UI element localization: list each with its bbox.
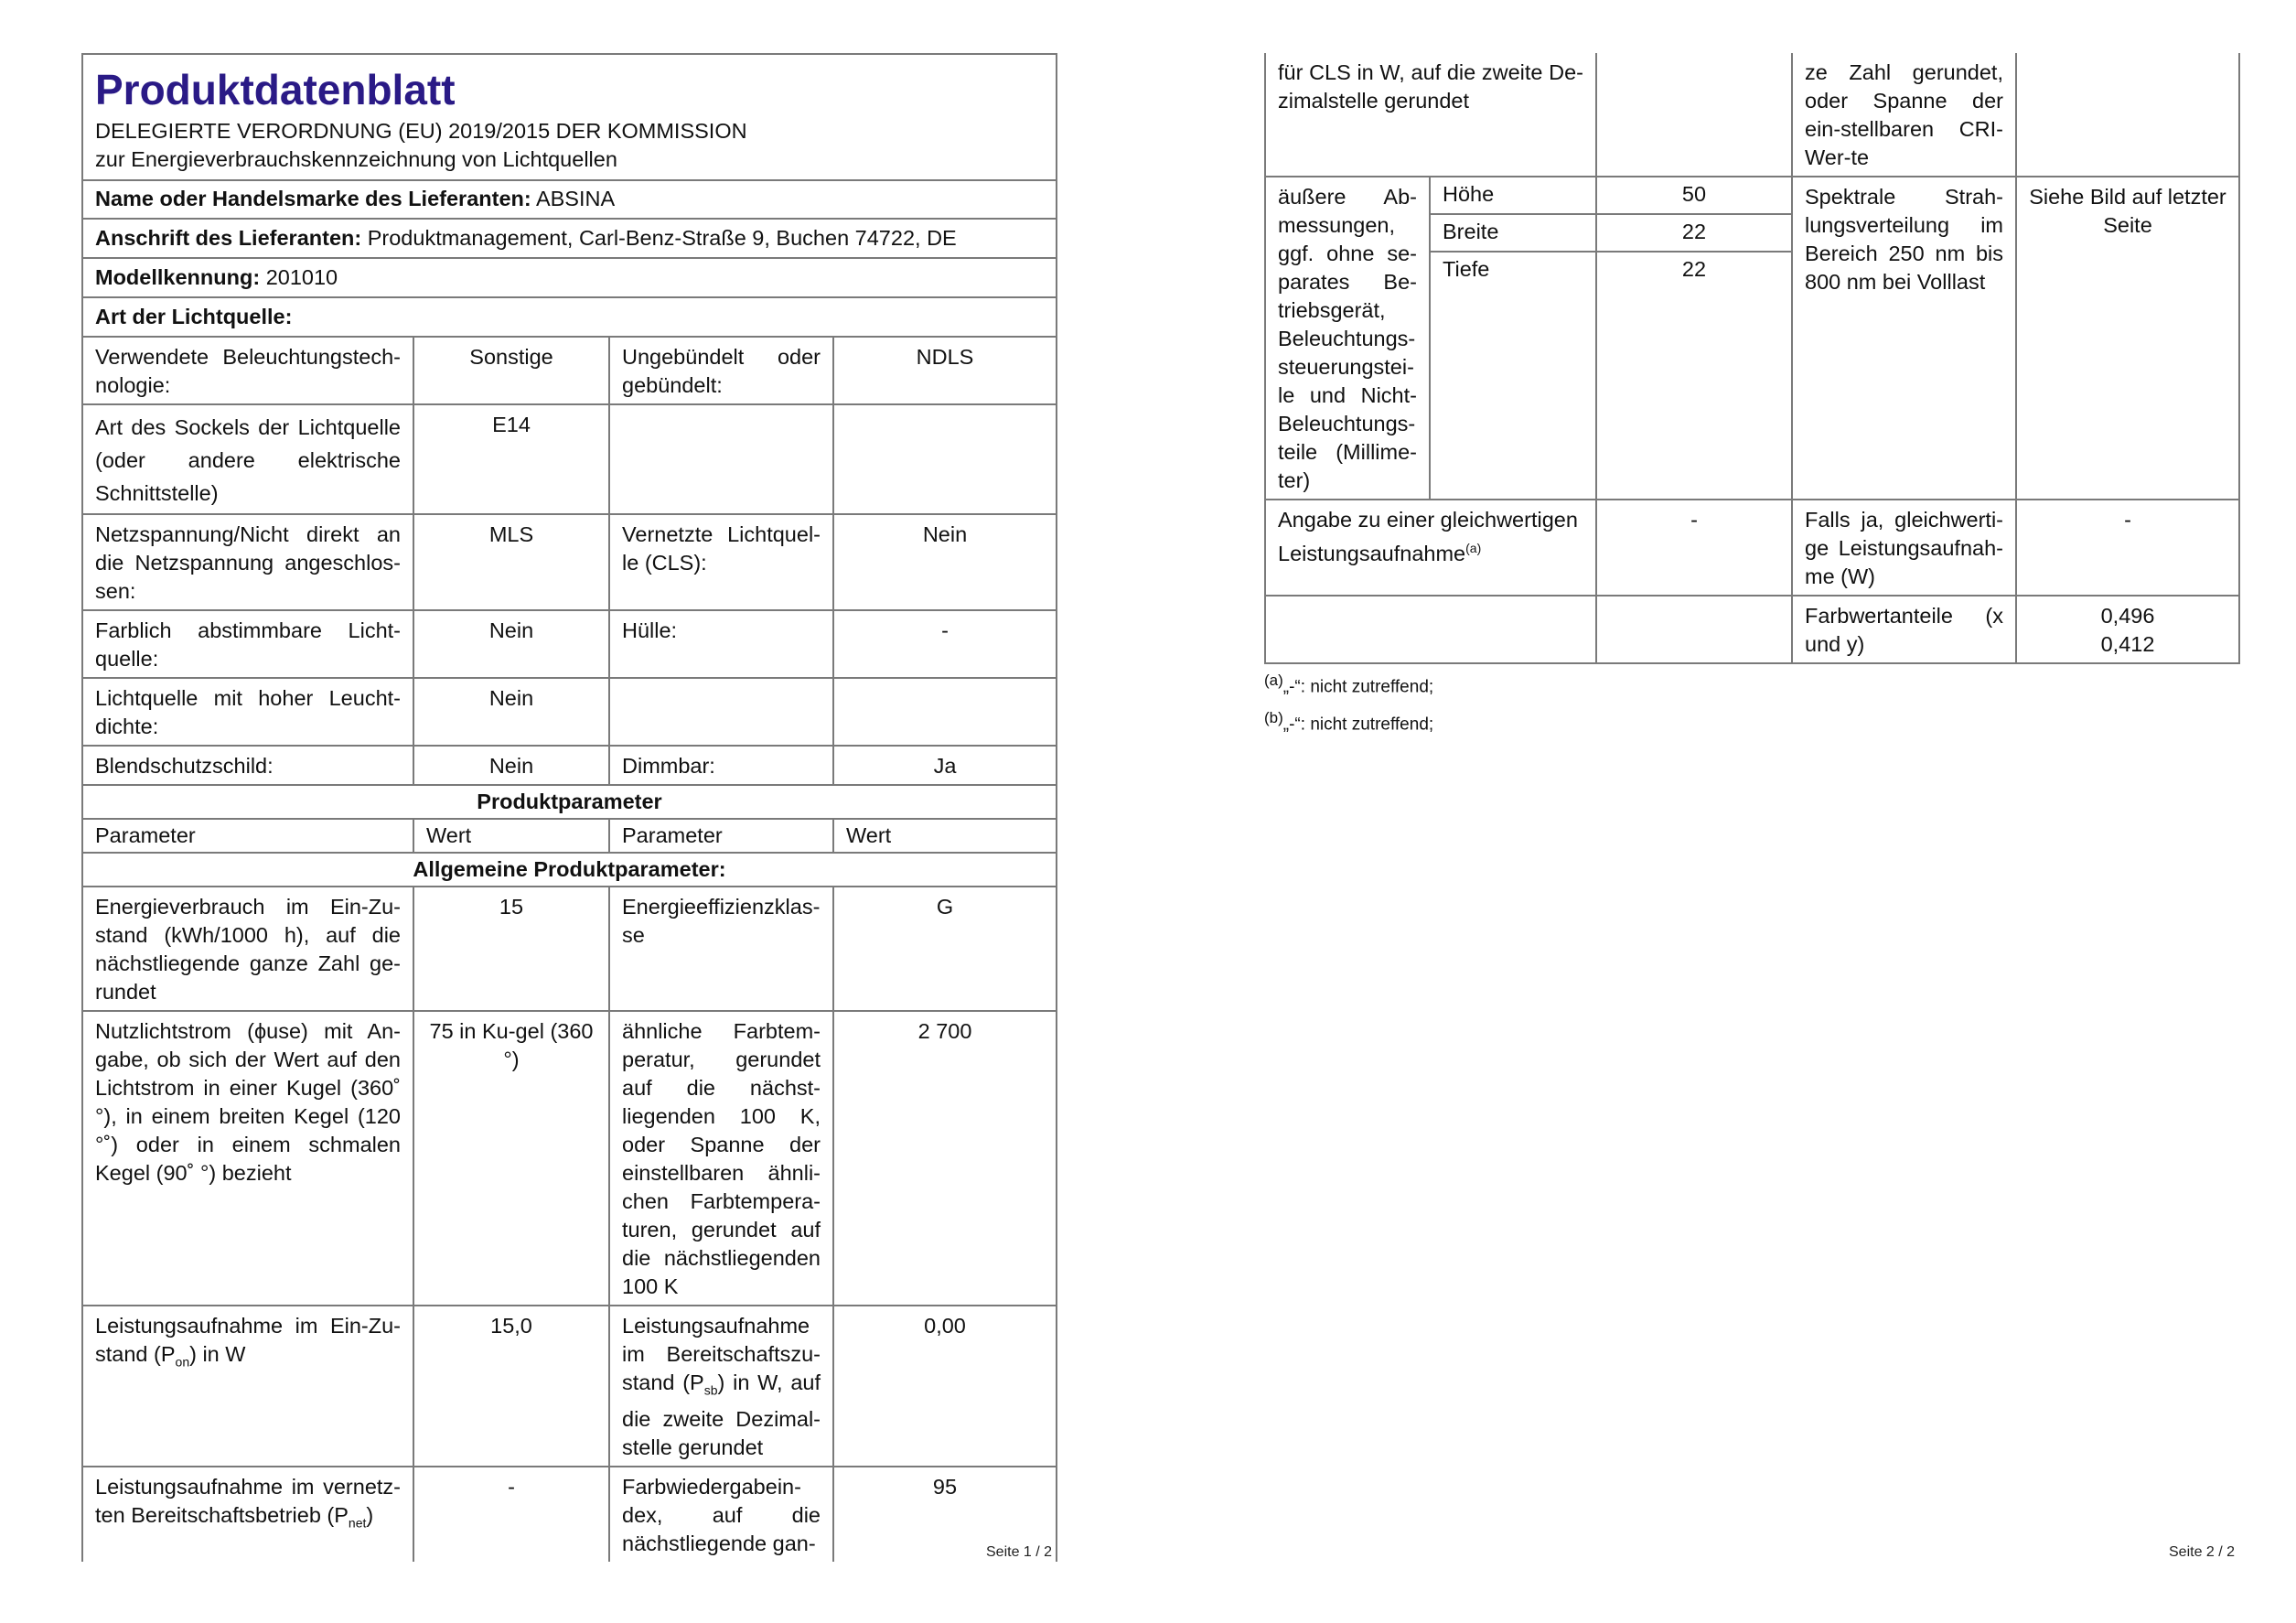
dimension-value: 50: [1596, 177, 1792, 214]
value-cell: NDLS: [833, 337, 1057, 404]
dimension-name: Höhe: [1430, 177, 1596, 214]
param-cell: Vernetzte Lichtquel-le (CLS):: [609, 514, 833, 610]
column-header-row: [82, 819, 1057, 853]
param-cell: für CLS in W, auf die zweite De-zimalstelle gerundet: [1265, 53, 1596, 177]
param-cell: Dimmbar:: [609, 746, 833, 785]
value-cell: Siehe Bild auf letzter Seite: [2016, 177, 2239, 500]
table-row: [82, 404, 1057, 514]
param-cell: Spektrale Strah-lungsverteilung im Bereich 250 nm bis 800 nm bei Volllast: [1792, 177, 2016, 500]
value-cell: Ja: [833, 746, 1057, 785]
general-parameters-heading: Allgemeine Produktparameter:: [82, 853, 1057, 887]
supplier-name-label: Name oder Handelsmarke des Lieferanten:: [95, 187, 531, 210]
model-id-label: Modellkennung:: [95, 265, 261, 289]
column-header: Parameter: [82, 819, 413, 853]
value-cell: G: [833, 887, 1057, 1011]
document-title: Produktdatenblatt: [95, 66, 456, 113]
param-cell: Nutzlichtstrom (ϕuse) mit An-gabe, ob sich der Wert auf den Lichtstrom in einer Kugel (360˚ °), in einem breiten Kegel (120 °˚) oder in einem schmalen Kegel (90˚ °) bezieht: [82, 1011, 413, 1306]
value-cell: 75 in Ku-gel (360 °): [413, 1011, 609, 1306]
table-row: [82, 610, 1057, 678]
param-cell: Farblich abstimmbare Licht-quelle:: [82, 610, 413, 678]
param-cell: ähnliche Farbtem-peratur, gerundet auf die nächst-liegenden 100 K, oder Spanne der einstellbaren ähnli-chen Farbtempera-turen, gerundet auf die nächstliegenden 100 K: [609, 1011, 833, 1306]
value-cell: 15: [413, 887, 609, 1011]
table-row: [82, 1467, 1057, 1562]
value-cell: 15,0: [413, 1306, 609, 1467]
chromaticity-x: 0,496: [2100, 604, 2155, 628]
value-cell: [2016, 596, 2239, 663]
param-cell: Leistungsaufnahme im Bereitschaftszu-stand $(P_{sb})$ in W, auf die zweite Dezimal-stelle gerundet: [609, 1306, 833, 1467]
param-cell: Ungebündelt oder gebündelt:: [609, 337, 833, 404]
param-cell: Angabe zu einer gleichwertigen Leistungsaufnahme$^{(a)}$: [1265, 500, 1596, 596]
value-cell: -: [2016, 500, 2239, 596]
table-row: [1265, 177, 2239, 214]
param-cell: Hülle:: [609, 610, 833, 678]
page-number-2: Seite 2 / 2: [2169, 1544, 2236, 1560]
table-row: [82, 678, 1057, 746]
dimension-name: Tiefe: [1430, 252, 1596, 500]
param-cell: [1265, 596, 1596, 663]
footnote-a: $^{(a)}$„-“: nicht zutreffend;: [1264, 672, 1434, 697]
light-source-type-heading: Art der Lichtquelle:: [82, 297, 1057, 337]
table-row: [82, 1306, 1057, 1467]
column-header: Wert: [413, 819, 609, 853]
dimension-value: 22: [1596, 214, 1792, 252]
value-cell: Nein: [413, 610, 609, 678]
regulation-subtitle: DELEGIERTE VERORDNUNG (EU) 2019/2015 DER KOMMISSION zur Energieverbrauchskennzeichnung von Lichtquellen: [95, 119, 747, 171]
supplier-address-row: [82, 219, 1057, 258]
table-row: [82, 1011, 1057, 1306]
value-cell: MLS: [413, 514, 609, 610]
value-cell: Nein: [413, 678, 609, 746]
param-cell: Farbwertanteile (x und y): [1792, 596, 2016, 663]
value-cell: 2 700: [833, 1011, 1057, 1306]
column-header: Parameter: [609, 819, 833, 853]
footnotes: [1264, 664, 2238, 742]
param-cell: Leistungsaufnahme im Ein-Zu-stand $(P_{on})$ in W: [82, 1306, 413, 1467]
supplier-name-row: [82, 180, 1057, 219]
table-row: [1265, 596, 2239, 663]
value-cell: 0,00: [833, 1306, 1057, 1467]
value-cell: [1596, 596, 1792, 663]
datasheet-page-1: [81, 53, 1056, 1562]
dimension-name: Breite: [1430, 214, 1596, 252]
page-number-1: Seite 1 / 2: [986, 1544, 1053, 1560]
table-row: [82, 337, 1057, 404]
table-row: [82, 746, 1057, 785]
param-cell: Verwendete Beleuchtungstech-nologie:: [82, 337, 413, 404]
param-cell: Energieverbrauch im Ein-Zu-stand (kWh/1000 h), auf die nächstliegende ganze Zahl ge-rundet: [82, 887, 413, 1011]
table-row: [1265, 53, 2239, 177]
datasheet-table-page-1: [81, 53, 1057, 1562]
value-cell: [833, 678, 1057, 746]
value-cell: Nein: [833, 514, 1057, 610]
footnote-b: $^{(b)}$„-“: nicht zutreffend;: [1264, 709, 1434, 735]
datasheet-page-2: [1264, 53, 2238, 742]
model-id-value: 201010: [265, 265, 338, 289]
param-cell: Blendschutzschild:: [82, 746, 413, 785]
dimension-value: 22: [1596, 252, 1792, 500]
table-row: [1265, 500, 2239, 596]
param-cell: Lichtquelle mit hoher Leucht-dichte:: [82, 678, 413, 746]
param-cell: Farbwiedergabein-dex, auf die nächstliegende gan-: [609, 1467, 833, 1562]
supplier-address-label: Anschrift des Lieferanten:: [95, 226, 362, 250]
value-cell: Sonstige: [413, 337, 609, 404]
value-cell: [2016, 53, 2239, 177]
table-row: [82, 887, 1057, 1011]
param-cell: ze Zahl gerundet, oder Spanne der ein-stellbaren CRI-Wer-te: [1792, 53, 2016, 177]
param-cell: Art des Sockels der Lichtquelle (oder andere elektrische Schnittstelle): [82, 404, 413, 514]
param-cell: Energieeffizienzklas-se: [609, 887, 833, 1011]
value-cell: E14: [413, 404, 609, 514]
value-cell: -: [1596, 500, 1792, 596]
model-id-row: [82, 258, 1057, 297]
value-cell: [833, 404, 1057, 514]
param-cell: [609, 678, 833, 746]
dimensions-label: äußere Ab-messungen, ggf. ohne se-parates Be-triebsgerät, Beleuchtungs-steuerungstei-le und Nicht-Beleuchtungs-teile (Millime-ter): [1265, 177, 1430, 500]
supplier-address-value: Produktmanagement, Carl-Benz-Straße 9, Buchen 74722, DE: [367, 226, 957, 250]
value-cell: 95: [833, 1467, 1057, 1562]
param-cell: Leistungsaufnahme im vernetz-ten Bereitschaftsbetrieb $(P_{net})$: [82, 1467, 413, 1562]
table-row: [82, 514, 1057, 610]
product-parameters-heading: Produktparameter: [82, 785, 1057, 819]
param-cell: [609, 404, 833, 514]
datasheet-table-page-2: [1264, 53, 2240, 664]
value-cell: -: [833, 610, 1057, 678]
value-cell: -: [413, 1467, 609, 1562]
value-cell: Nein: [413, 746, 609, 785]
value-cell: [1596, 53, 1792, 177]
param-cell: Falls ja, gleichwerti-ge Leistungsaufnah-me (W): [1792, 500, 2016, 596]
param-cell: Netzspannung/Nicht direkt an die Netzspannung angeschlos-sen:: [82, 514, 413, 610]
supplier-name-value: ABSINA: [535, 187, 616, 210]
chromaticity-y: 0,412: [2100, 632, 2155, 656]
column-header: Wert: [833, 819, 1057, 853]
